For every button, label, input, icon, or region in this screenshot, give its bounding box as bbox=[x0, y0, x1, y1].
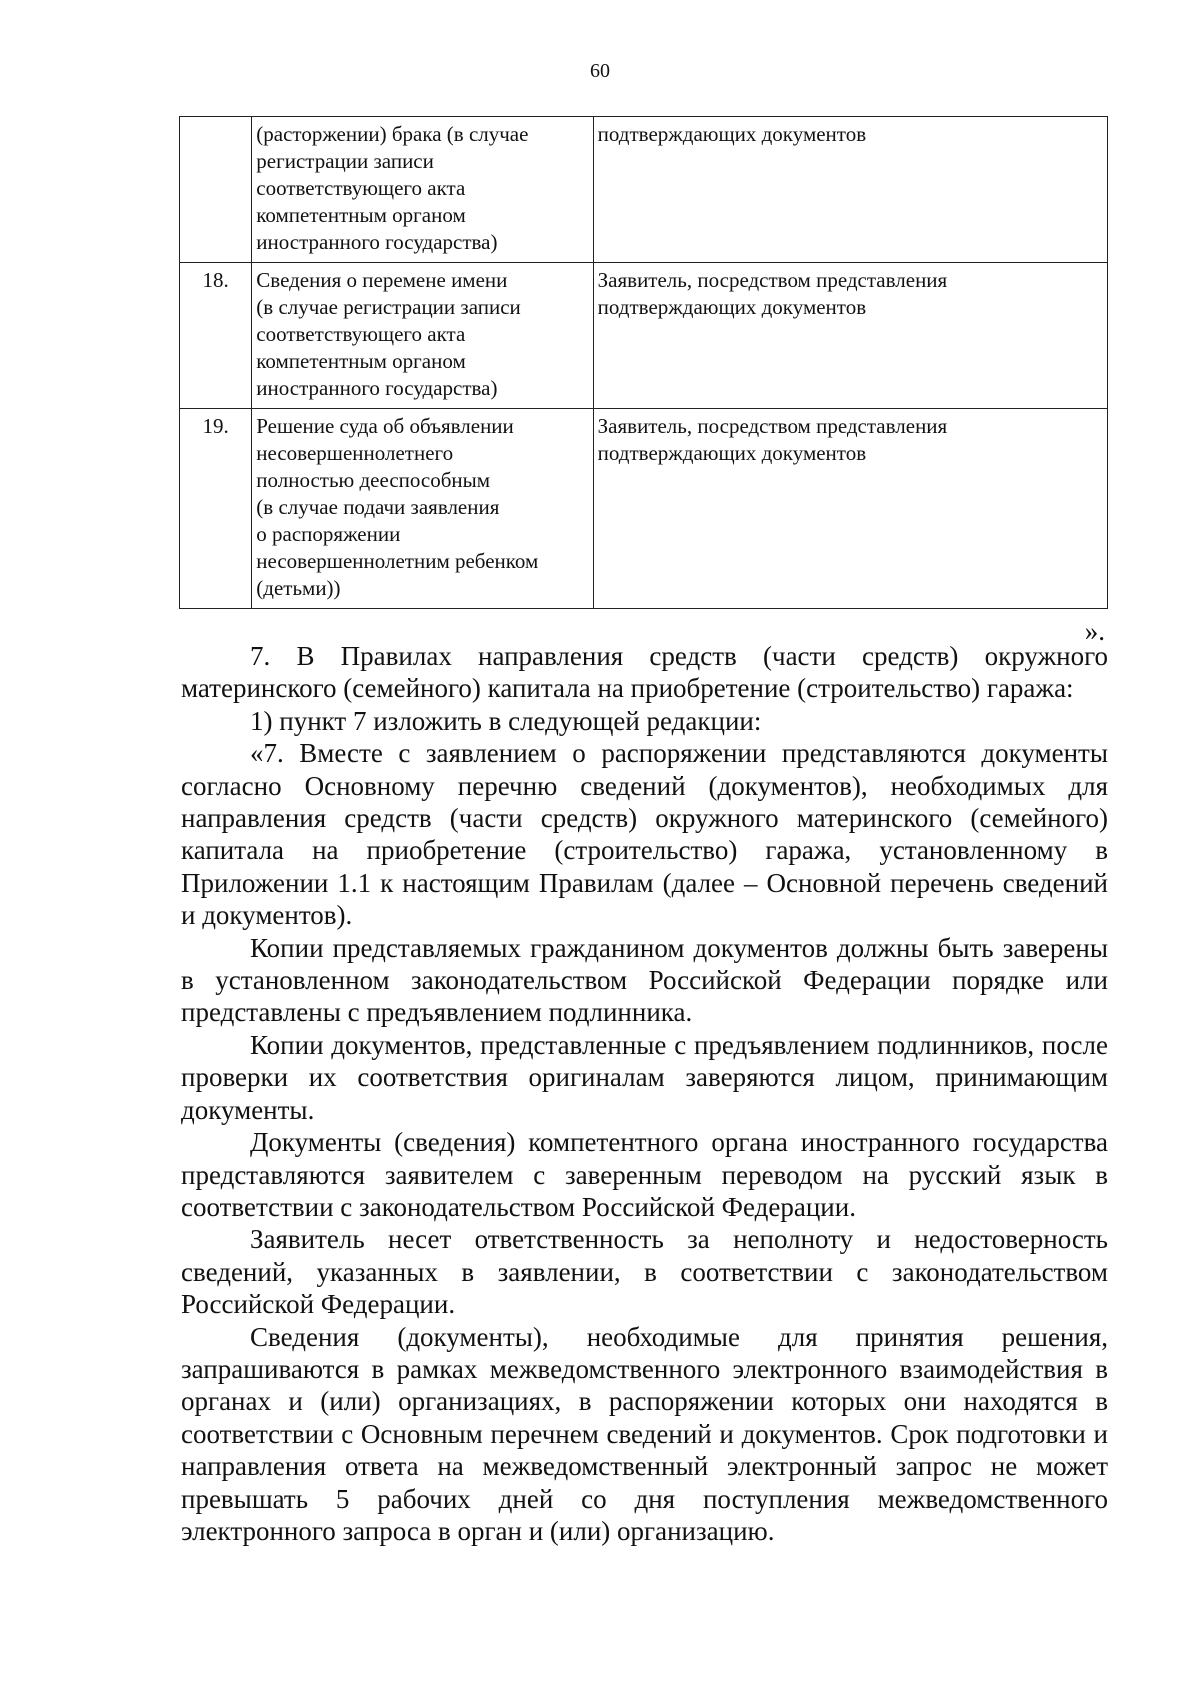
document-name-line: регистрации записи bbox=[256, 149, 434, 173]
paragraph: 1) пункт 7 изложить в следующей редакции: bbox=[250, 705, 762, 736]
document-name-line: полностью дееспособным bbox=[256, 468, 491, 492]
document-source-cell bbox=[593, 409, 1107, 609]
document-name-cell bbox=[252, 409, 593, 609]
document-source-line: Заявитель, посредством представления bbox=[597, 268, 948, 292]
document-name-line: компетентным органом bbox=[256, 349, 466, 373]
document-name-line: несовершеннолетнего bbox=[256, 441, 454, 465]
document-source-line: подтверждающих документов bbox=[597, 122, 867, 146]
document-name-line: несовершеннолетним ребенком bbox=[256, 549, 539, 573]
document-source-cell bbox=[593, 117, 1107, 263]
paragraph: «7. Вместе с заявлением о распоряжении представляются документы согласно Основному перечню сведений (документов), необходимых для направления средств (части средств) окружного материнского (семейного) капитала на приобретение (строительство) гаража, установленному в Приложении 1.1 к настоящим Правилам (далее – Основной перечень сведений и документов). bbox=[181, 738, 1108, 931]
document-name-line: Сведения о перемене имени bbox=[256, 268, 508, 292]
table-row bbox=[180, 117, 1108, 263]
closing-quote: ». bbox=[1084, 616, 1105, 646]
table-row bbox=[180, 263, 1108, 409]
paragraph: Копии представляемых гражданином документов должны быть заверены в установленном законодательством Российской Федерации порядке или представлены с предъявлением подлинника. bbox=[181, 932, 1108, 1028]
document-name-cell bbox=[252, 117, 593, 263]
document-name-line: соответствующего акта bbox=[256, 322, 466, 346]
row-number: 18. bbox=[180, 263, 252, 409]
document-name-line: соответствующего акта bbox=[256, 176, 466, 200]
document-name-line: иностранного государства) bbox=[256, 230, 498, 254]
row-number: 19. bbox=[180, 409, 252, 609]
document-name-line: иностранного государства) bbox=[256, 376, 498, 400]
document-name-line: о распоряжении bbox=[256, 522, 401, 546]
paragraph: Копии документов, представленные с предъявлением подлинников, после проверки их соответствия оригиналам заверяются лицом, принимающим документы. bbox=[181, 1029, 1108, 1125]
page-number: 60 bbox=[590, 60, 610, 82]
paragraph: Заявитель несет ответственность за неполноту и недостоверность сведений, указанных в заявлении, в соответствии с законодательством Российской Федерации. bbox=[181, 1224, 1108, 1320]
document-name-line: компетентным органом bbox=[256, 203, 466, 227]
table-row bbox=[180, 409, 1108, 609]
documents-table bbox=[179, 116, 1108, 609]
row-number bbox=[180, 117, 252, 263]
document-source-line: подтверждающих документов bbox=[597, 441, 867, 465]
paragraph: Сведения (документы), необходимые для принятия решения, запрашиваются в рамках межведомственного электронного взаимодействия в органах и (или) организациях, в распоряжении которых они находятся в соответствии с Основным перечнем сведений и документов. Срок подготовки и направления ответа на межведомственный электронный запрос не может превышать 5 рабочих дней со дня поступления межведомственного электронного запроса в орган и (или) организацию. bbox=[181, 1321, 1108, 1546]
document-name-cell bbox=[252, 263, 593, 409]
document-name-line: (расторжении) брака (в случае bbox=[256, 122, 529, 146]
document-source-cell bbox=[593, 263, 1107, 409]
body-text bbox=[181, 640, 1108, 1547]
document-source-line: Заявитель, посредством представления bbox=[597, 414, 948, 438]
document-source-line: подтверждающих документов bbox=[597, 295, 867, 319]
paragraph: 7. В Правилах направления средств (части средств) окружного материнского (семейного) капитала на приобретение (строительство) гаража: bbox=[181, 641, 1108, 704]
document-name-line: (в случае регистрации записи bbox=[256, 295, 521, 319]
document-name-line: Решение суда об объявлении bbox=[256, 414, 514, 438]
paragraph: Документы (сведения) компетентного органа иностранного государства представляются заявителем с заверенным переводом на русский язык в соответствии с законодательством Российской Федерации. bbox=[181, 1127, 1108, 1222]
document-name-line: (детьми)) bbox=[256, 576, 341, 600]
document-name-line: (в случае подачи заявления bbox=[256, 495, 500, 519]
